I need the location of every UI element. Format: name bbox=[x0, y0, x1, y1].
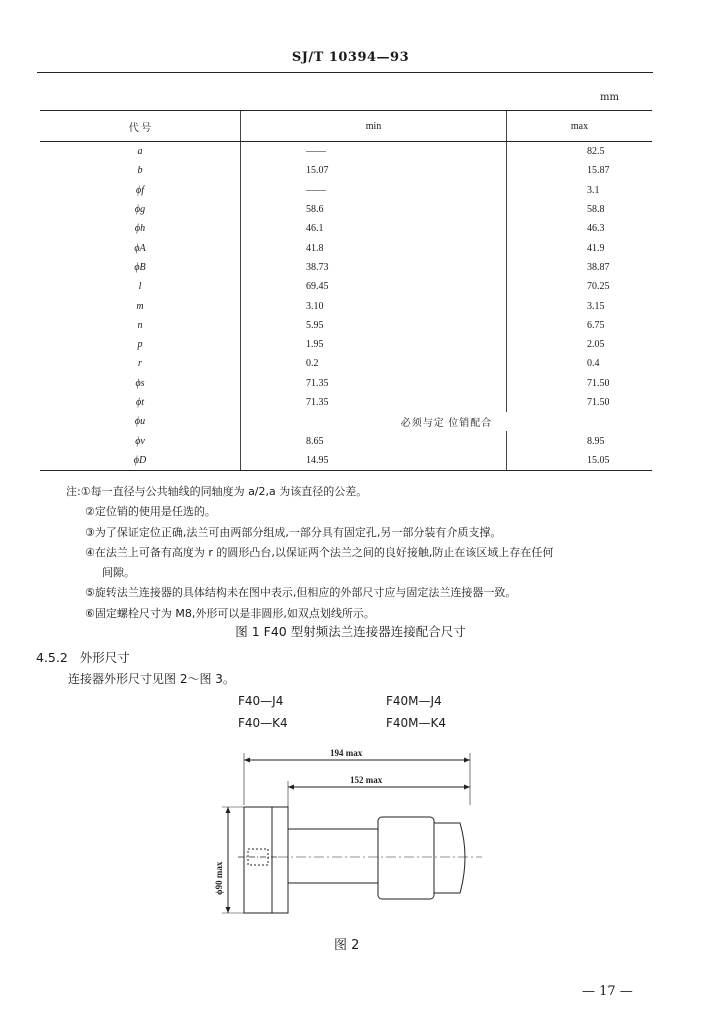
section-text: 连接器外形尺寸见图 2～图 3。 bbox=[68, 672, 235, 686]
page-number: — 17 — bbox=[582, 984, 633, 999]
cell-max: 46.3 bbox=[507, 219, 653, 238]
model-f40m-k4: F40M—K4 bbox=[386, 716, 447, 730]
table-row bbox=[40, 354, 652, 373]
cell-code: p bbox=[137, 339, 143, 351]
cell-min: 69.45 bbox=[241, 277, 507, 296]
cell-max: 70.25 bbox=[507, 277, 653, 296]
table-row bbox=[40, 277, 652, 296]
table-row bbox=[40, 316, 652, 335]
figure-2-caption: 图 2 bbox=[334, 938, 360, 953]
section-title: 外形尺寸 bbox=[79, 650, 130, 665]
cell-max: 71.50 bbox=[507, 393, 653, 412]
dim-body-label: 152 max bbox=[350, 775, 383, 785]
cell-note: 必须与定 位销配合 bbox=[241, 412, 653, 431]
cell-max: 6.75 bbox=[507, 316, 653, 335]
model-f40-j4: F40—J4 bbox=[238, 694, 284, 708]
rear-cap bbox=[434, 823, 465, 893]
cell-min: 1.95 bbox=[241, 335, 507, 354]
table-row bbox=[40, 335, 652, 354]
cell-max: 3.1 bbox=[507, 181, 653, 200]
cell-code: ϕB bbox=[134, 261, 146, 273]
cell-code: ϕt bbox=[136, 397, 144, 408]
cell-min: 38.73 bbox=[241, 258, 507, 277]
table-row bbox=[40, 238, 652, 257]
note-2: ②定位销的使用是任选的。 bbox=[85, 505, 216, 519]
figure-2-drawing bbox=[198, 745, 498, 935]
cell-min: 41.8 bbox=[241, 238, 507, 257]
cell-min: 71.35 bbox=[241, 393, 507, 412]
header-rule bbox=[37, 72, 653, 73]
cell-max: 38.87 bbox=[507, 258, 653, 277]
cell-code: a bbox=[137, 146, 143, 158]
cell-max: 3.15 bbox=[507, 296, 653, 315]
note-4: ④在法兰上可备有高度为 r 的圆形凸台,以保证两个法兰之间的良好接触,防止在该区域上存在任何 bbox=[85, 545, 554, 559]
section-heading bbox=[36, 648, 130, 666]
dim-diameter-label: ϕ90 max bbox=[214, 861, 224, 895]
cell-code: ϕs bbox=[135, 377, 145, 389]
cell-min: 46.1 bbox=[241, 219, 507, 238]
cell-max: 71.50 bbox=[507, 374, 653, 393]
table-row bbox=[40, 161, 652, 180]
table-row bbox=[40, 142, 652, 162]
cell-max: 0.4 bbox=[507, 354, 653, 373]
note-3: ③为了保证定位正确,法兰可由两部分组成,一部分具有固定孔,另一部分装有介质支撑。 bbox=[85, 525, 502, 539]
cell-min: —— bbox=[241, 142, 507, 162]
table-row bbox=[40, 296, 652, 315]
barrel bbox=[378, 817, 434, 899]
dim-overall-label: 194 max bbox=[330, 748, 363, 758]
cell-code: b bbox=[137, 165, 143, 177]
note-6: ⑥固定螺栓尺寸为 M8,外形可以是非圆形,如双点划线所示。 bbox=[85, 606, 375, 620]
column-header-min: min bbox=[241, 111, 507, 142]
cell-min: 5.95 bbox=[241, 316, 507, 335]
dimension-table bbox=[40, 110, 652, 471]
cell-min: —— bbox=[241, 181, 507, 200]
column-header-code: 代 号 bbox=[40, 111, 241, 142]
column-header-max: max bbox=[507, 111, 653, 142]
cell-min: 0.2 bbox=[241, 354, 507, 373]
cell-code: l bbox=[138, 281, 142, 293]
body-sleeve bbox=[288, 829, 378, 883]
flange-outline bbox=[244, 807, 288, 913]
cell-code: ϕf bbox=[136, 184, 144, 196]
cell-code: ϕu bbox=[134, 416, 146, 428]
cell-code: ϕD bbox=[40, 451, 241, 471]
cell-max: 8.95 bbox=[507, 431, 653, 450]
cell-code: r bbox=[138, 358, 142, 370]
unit-label: mm bbox=[600, 92, 619, 103]
cell-max: 2.05 bbox=[507, 335, 653, 354]
table-row bbox=[40, 393, 652, 412]
model-f40m-j4: F40M—J4 bbox=[386, 694, 442, 708]
cell-min: 71.35 bbox=[241, 374, 507, 393]
cell-min: 15.07 bbox=[241, 161, 507, 180]
note-4-continued: 间隙。 bbox=[102, 566, 135, 580]
cell-code: n bbox=[137, 319, 143, 331]
cell-max: 15.05 bbox=[507, 451, 653, 471]
table-row bbox=[40, 431, 652, 450]
cell-code: ϕg bbox=[134, 204, 146, 216]
figure-1-caption: 图 1 F40 型射频法兰连接器连接配合尺寸 bbox=[235, 624, 466, 639]
note-1: 注:①每一直径与公共轴线的同轴度为 a/2,a 为该直径的公差。 bbox=[66, 485, 368, 498]
model-f40-k4: F40—K4 bbox=[238, 716, 288, 730]
cell-code: m bbox=[136, 300, 144, 312]
cell-code: ϕA bbox=[134, 242, 146, 254]
table-body bbox=[40, 142, 652, 471]
cell-min: 58.6 bbox=[241, 200, 507, 219]
table-row bbox=[40, 374, 652, 393]
table-row bbox=[40, 451, 652, 471]
table-row bbox=[40, 258, 652, 277]
cell-code: ϕv bbox=[135, 435, 145, 447]
table-row bbox=[40, 181, 652, 200]
notes bbox=[66, 482, 666, 624]
cell-min: 14.95 bbox=[241, 451, 507, 471]
cell-max: 15.87 bbox=[507, 161, 653, 180]
cell-max: 58.8 bbox=[507, 200, 653, 219]
table-header-row bbox=[40, 111, 652, 142]
cell-min: 8.65 bbox=[241, 431, 507, 450]
table-row bbox=[40, 219, 652, 238]
table-row bbox=[40, 412, 652, 431]
cell-max: 82.5 bbox=[507, 142, 653, 162]
standard-header: SJ/T 10394—93 bbox=[291, 50, 410, 65]
table-row bbox=[40, 200, 652, 219]
cell-max: 41.9 bbox=[507, 238, 653, 257]
cell-min: 3.10 bbox=[241, 296, 507, 315]
cell-code: ϕh bbox=[134, 223, 146, 235]
section-number: 4.5.2 bbox=[36, 650, 68, 665]
note-5: ⑤旋转法兰连接器的具体结构未在图中表示,但相应的外部尺寸应与固定法兰连接器一致。 bbox=[85, 586, 517, 600]
